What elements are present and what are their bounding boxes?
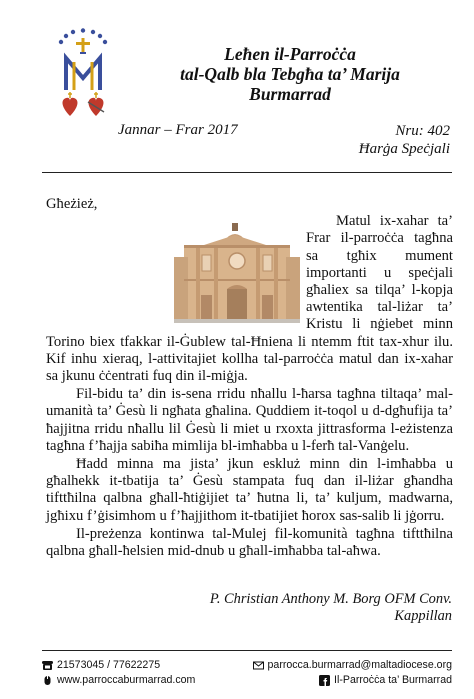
- signature-block: [210, 591, 452, 625]
- masthead-place: Burmarrad: [249, 84, 331, 104]
- facebook-page[interactable]: Il-Parroċċa ta’ Burmarrad: [334, 674, 452, 686]
- telephone-icon: [42, 660, 53, 671]
- website-contact[interactable]: [42, 673, 195, 688]
- website-url[interactable]: www.parroccaburmarrad.com: [57, 674, 196, 686]
- masthead-subtitle: tal-Qalb bla Tebgħa ta’ Marija: [180, 64, 400, 84]
- letter-paragraph-4: Il-preżenza kontinwa tal-Mulej fil-komunità tagħna tifttħilna qalbna għall-ħelsien mid-dnub u għall-imħabba tal-aħwa.: [46, 525, 453, 560]
- newsletter-masthead: [120, 44, 460, 104]
- letter-paragraph-1: Matul ix-xahar ta’ Frar il-parroċċa tagħna sa tgħix mument importanti u speċjali għaliex sa tilqa’ l-kopja awtentika tal-liżar ta’ Kristu li nġiebet minn Torino biex tfakkar il-Ġublew tal-Ħniena li ntemm ftit tax-xhur ilu. Kif inhu xieraq, l-attivitajiet kollha tal-parroċċa matul dan ix-xahar sa jkunu ċċentrati fuq din il-miġja.: [46, 213, 453, 385]
- email-address[interactable]: parrocca.burmarrad@maltadiocese.org: [267, 659, 452, 671]
- facebook-contact[interactable]: [319, 673, 452, 688]
- envelope-icon: [253, 660, 264, 671]
- header-divider: [42, 172, 452, 173]
- email-contact[interactable]: [253, 658, 452, 673]
- signature-role: Kappillan: [394, 608, 452, 624]
- phone-contact: [42, 658, 160, 673]
- footer-divider: [42, 650, 452, 651]
- contact-footer: [42, 658, 452, 688]
- phone-numbers: 21573045 / 77622275: [57, 659, 161, 671]
- issue-edition: Ħarġa Speċjali: [358, 141, 450, 157]
- church-facade-image: [174, 223, 300, 323]
- facebook-icon: [319, 675, 330, 686]
- letter-paragraph-2: Fil-bidu ta’ din is-sena rridu nħallu l-ħarsa tagħna tiltaqa’ mal-umanità ta’ Ġesù li ngħata għalina. Quddiem it-toqol u d-dgħufija ta’ ħajjitna rridu nħallu lil Ġesù li miet u rxoxta jittrasforma l-eżistenza tagħna f’ħajja sabiħa mimlija bl-imħabba u l-ferħ tal-Vanġelu.: [46, 386, 453, 454]
- mouse-icon: [42, 675, 53, 686]
- church-photo: [174, 223, 300, 323]
- masthead-title: Leħen il-Parroċċa: [224, 44, 356, 64]
- issue-info: [359, 122, 450, 158]
- letter-paragraph-3: Ħadd minna ma jista’ jkun eskluż minn din l-imħabba u għalhekk it-tbatija ta’ Ġesù stampata fuq dan il-liżar għandha tifttħilna qalbna għall-ħtiġijiet ta’ ħutna li, ta’ kuljum, madwarna, jgħixu f’ġisimhom u f’ħajjithom it-tbatijiet ħorox sas-salib li jġorru.: [46, 456, 453, 524]
- parish-emblem-icon: [52, 28, 114, 148]
- issue-date: Jannar – Frar 2017: [118, 122, 238, 138]
- signature-name: P. Christian Anthony M. Borg OFM Conv.: [209, 591, 452, 607]
- parish-logo: [52, 28, 114, 148]
- issue-number: Nru: 402: [395, 123, 450, 139]
- pastoral-letter: [46, 196, 453, 560]
- letter-greeting: Għeżież,: [46, 196, 98, 212]
